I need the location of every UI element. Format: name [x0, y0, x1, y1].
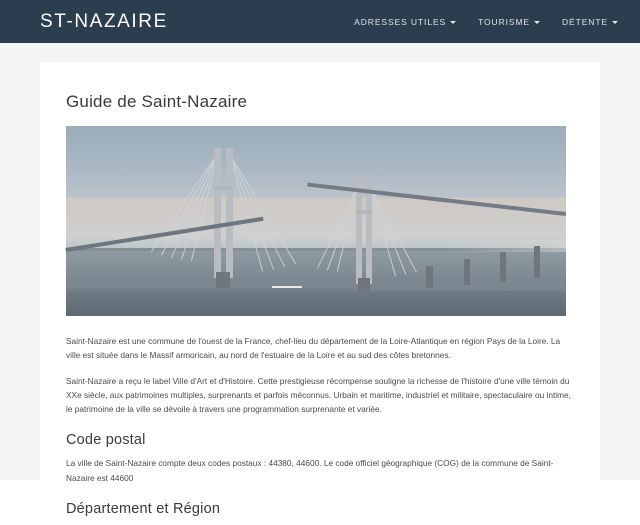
content-inner — [40, 92, 600, 517]
chevron-down-icon — [534, 21, 540, 24]
section-heading-code-postal: Code postal — [66, 432, 146, 449]
content-card — [40, 62, 600, 525]
hero-pylon-cross — [356, 210, 372, 214]
nav-item-label: DÉTENTE — [562, 16, 608, 27]
site-brand[interactable]: ST-NAZAIRE — [40, 10, 168, 32]
hero-pylon-left — [226, 148, 233, 278]
nav-item-label: TOURISME — [478, 16, 531, 27]
hero-pier — [464, 259, 470, 285]
hero-foreground — [66, 291, 566, 316]
hero-pylon-right — [356, 178, 362, 284]
section-heading-departement-region: Département et Région — [66, 500, 221, 517]
intro-paragraph-1: Saint-Nazaire est une commune de l'ouest de la France, chef-lieu du département de la Loire-Atlantique en région Pays de la Loire. La ville est située dans le Massif armoricain, au nord de l'estuaire de la Loire et au sud des côtes bretonnes. — [66, 336, 561, 361]
hero-pylon-cross — [214, 186, 233, 190]
hero-pylon-left — [214, 148, 221, 278]
nav-item-tourisme[interactable] — [478, 17, 540, 27]
chevron-down-icon — [450, 21, 456, 24]
nav-item-detente[interactable] — [562, 17, 618, 27]
hero-shore-buildings — [446, 240, 566, 252]
hero-image — [66, 126, 566, 316]
intro-paragraph-2: Saint-Nazaire a reçu le label Ville d'Art et d'Histoire. Cette prestigieuse récompense souligne la richesse de l'histoire d'une ville témoin du XXe siècle, aux patrimoines multiples, surprenants et parfois méconnus. Urbain et maritime, industriel et militaire, spectaculaire ou intime, le patrimoine de la ville se dévoile à travers une programmation surprenante et variée. — [66, 375, 571, 415]
main-navigation — [354, 17, 618, 27]
site-header — [0, 0, 640, 43]
hero-pier — [426, 266, 433, 288]
nav-item-adresses-utiles[interactable] — [354, 17, 456, 27]
hero-pier — [534, 246, 540, 278]
hero-pier — [500, 252, 506, 282]
chevron-down-icon — [612, 21, 618, 24]
section-text-code-postal: La ville de Saint-Nazaire compte deux codes postaux : 44380, 44600. Le code officiel géographique (COG) de la commune de Saint-Nazaire est 44600 — [66, 458, 554, 483]
nav-item-label: ADRESSES UTILES — [354, 16, 447, 27]
page-title: Guide de Saint-Nazaire — [66, 92, 248, 111]
